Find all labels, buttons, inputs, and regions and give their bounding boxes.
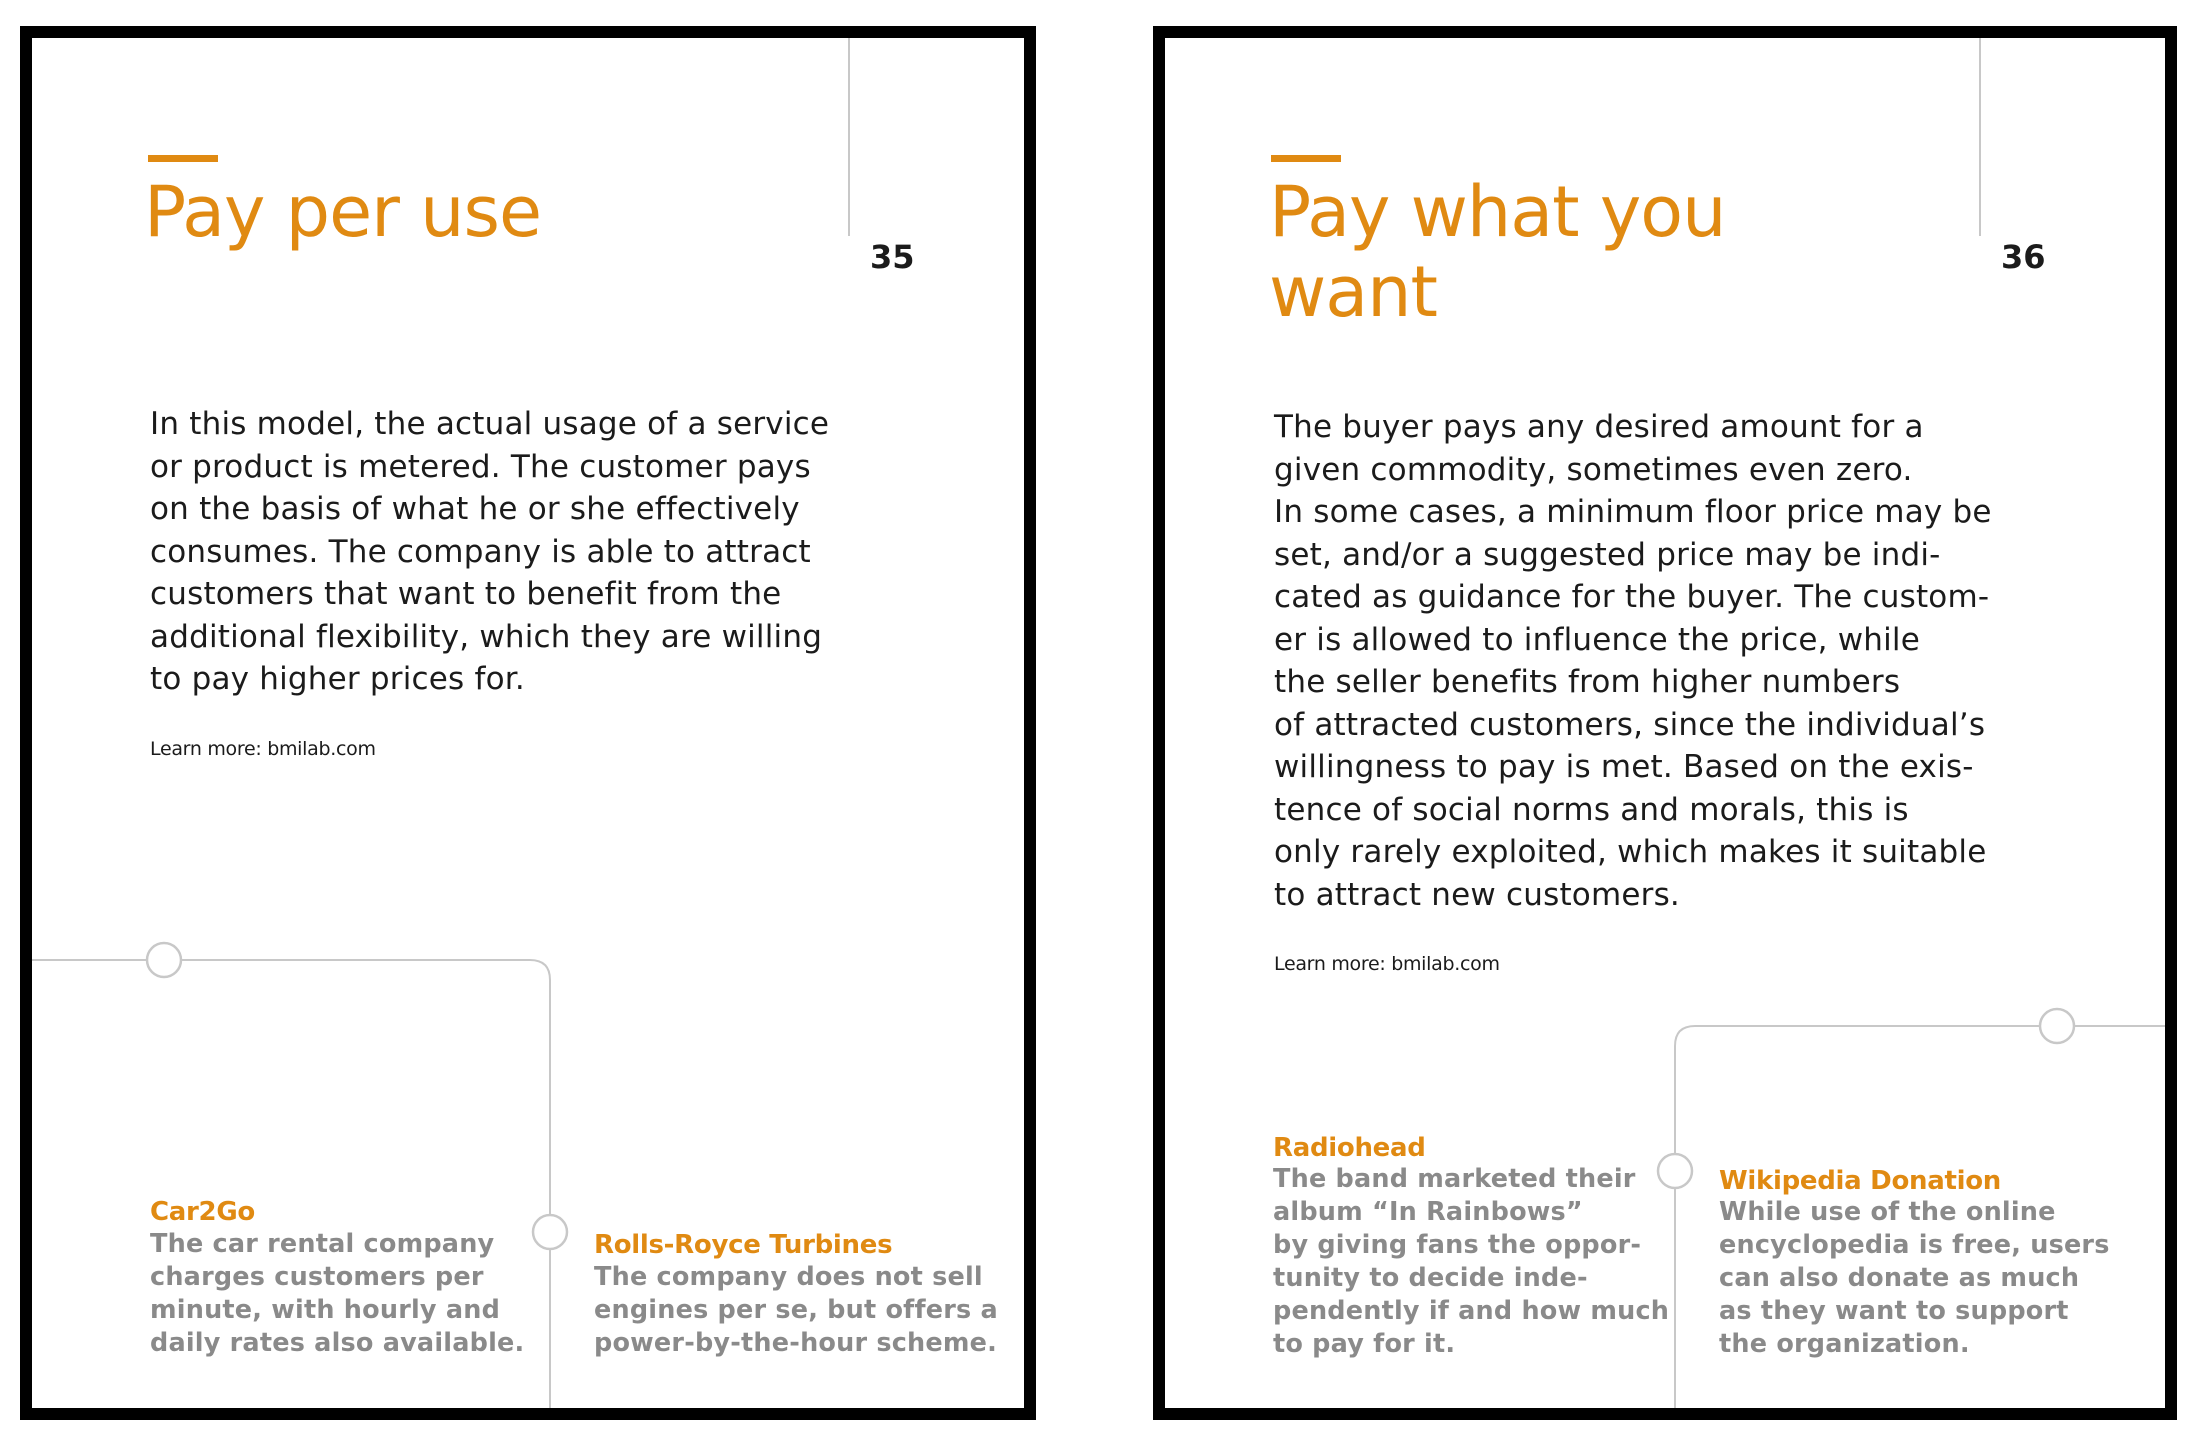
- example-line: by giving fans the oppor-: [1273, 1230, 1642, 1260]
- description-line: In some cases, a minimum floor price may be: [1274, 494, 1992, 530]
- example-line: to pay for it.: [1273, 1329, 1456, 1359]
- example-line: power-by-the-hour scheme.: [594, 1328, 998, 1358]
- example-line: While use of the online: [1719, 1197, 2056, 1227]
- learn-more-link[interactable]: Learn more: bmilab.com: [1274, 953, 1500, 975]
- example-title-wikipedia: Wikipedia Donation: [1719, 1166, 2001, 1196]
- example-title-radiohead: Radiohead: [1273, 1133, 1426, 1163]
- card-pay-what-you-want: [1153, 26, 2177, 1420]
- description-line: only rarely exploited, which makes it suitable: [1274, 834, 1987, 870]
- example-line: charges customers per: [150, 1262, 484, 1292]
- connector-node: [533, 1215, 567, 1249]
- example-description-car2go: [150, 1228, 524, 1360]
- example-description-wikipedia: [1719, 1196, 2110, 1361]
- description-line: of attracted customers, since the individual’s: [1274, 706, 1986, 743]
- example-line: pendently if and how much: [1273, 1296, 1670, 1326]
- example-description-rolls-royce: [594, 1261, 998, 1360]
- description-line: consumes. The company is able to attract: [150, 533, 811, 570]
- learn-more-link[interactable]: Learn more: bmilab.com: [150, 738, 376, 760]
- example-title-rolls-royce: Rolls-Royce Turbines: [594, 1230, 893, 1260]
- description-line: on the basis of what he or she effectively: [150, 491, 800, 527]
- example-line: engines per se, but offers a: [594, 1295, 998, 1325]
- example-line: encyclopedia is free, users: [1719, 1230, 2110, 1260]
- example-line: the organization.: [1719, 1329, 1970, 1359]
- example-description-radiohead: [1273, 1163, 1669, 1361]
- description-line: The buyer pays any desired amount for a: [1274, 409, 1924, 445]
- example-line: as they want to support: [1719, 1296, 2069, 1326]
- description-line: given commodity, sometimes even zero.: [1274, 451, 1913, 488]
- page-title-line: want: [1269, 251, 1437, 333]
- example-line: minute, with hourly and: [150, 1295, 501, 1325]
- description-line: tence of social norms and morals, this is: [1274, 791, 1909, 828]
- description-line: customers that want to benefit from the: [150, 576, 782, 612]
- description-line: willingness to pay is met. Based on the exis-: [1274, 749, 1974, 785]
- example-line: tunity to decide inde-: [1273, 1263, 1588, 1293]
- description-line: additional flexibility, which they are willing: [150, 618, 823, 655]
- example-line: The company does not sell: [594, 1262, 983, 1292]
- card-pay-per-use: [20, 26, 1036, 1420]
- description-line: er is allowed to influence the price, while: [1274, 621, 1921, 658]
- example-line: daily rates also available.: [150, 1328, 525, 1358]
- example-line: can also donate as much: [1719, 1263, 2080, 1293]
- page-number: 35: [870, 238, 915, 276]
- page-title: Pay per use: [144, 171, 542, 253]
- connector-node: [2040, 1009, 2074, 1043]
- description-line: set, and/or a suggested price may be indi-: [1274, 536, 1941, 573]
- connector-node: [147, 943, 181, 977]
- page-title-line: Pay what you: [1269, 171, 1726, 253]
- description-line: In this model, the actual usage of a service: [150, 406, 830, 442]
- description-line: to attract new customers.: [1274, 876, 1680, 913]
- page-number: 36: [2001, 238, 2046, 276]
- description-line: or product is metered. The customer pays: [150, 448, 811, 485]
- example-title-car2go: Car2Go: [150, 1197, 255, 1227]
- example-line: The car rental company: [150, 1229, 495, 1259]
- example-line: album “In Rainbows”: [1273, 1197, 1583, 1227]
- description-line: the seller benefits from higher numbers: [1274, 664, 1901, 700]
- description-line: to pay higher prices for.: [150, 661, 525, 697]
- description-line: cated as guidance for the buyer. The custom-: [1274, 579, 1990, 615]
- example-line: The band marketed their: [1273, 1164, 1636, 1194]
